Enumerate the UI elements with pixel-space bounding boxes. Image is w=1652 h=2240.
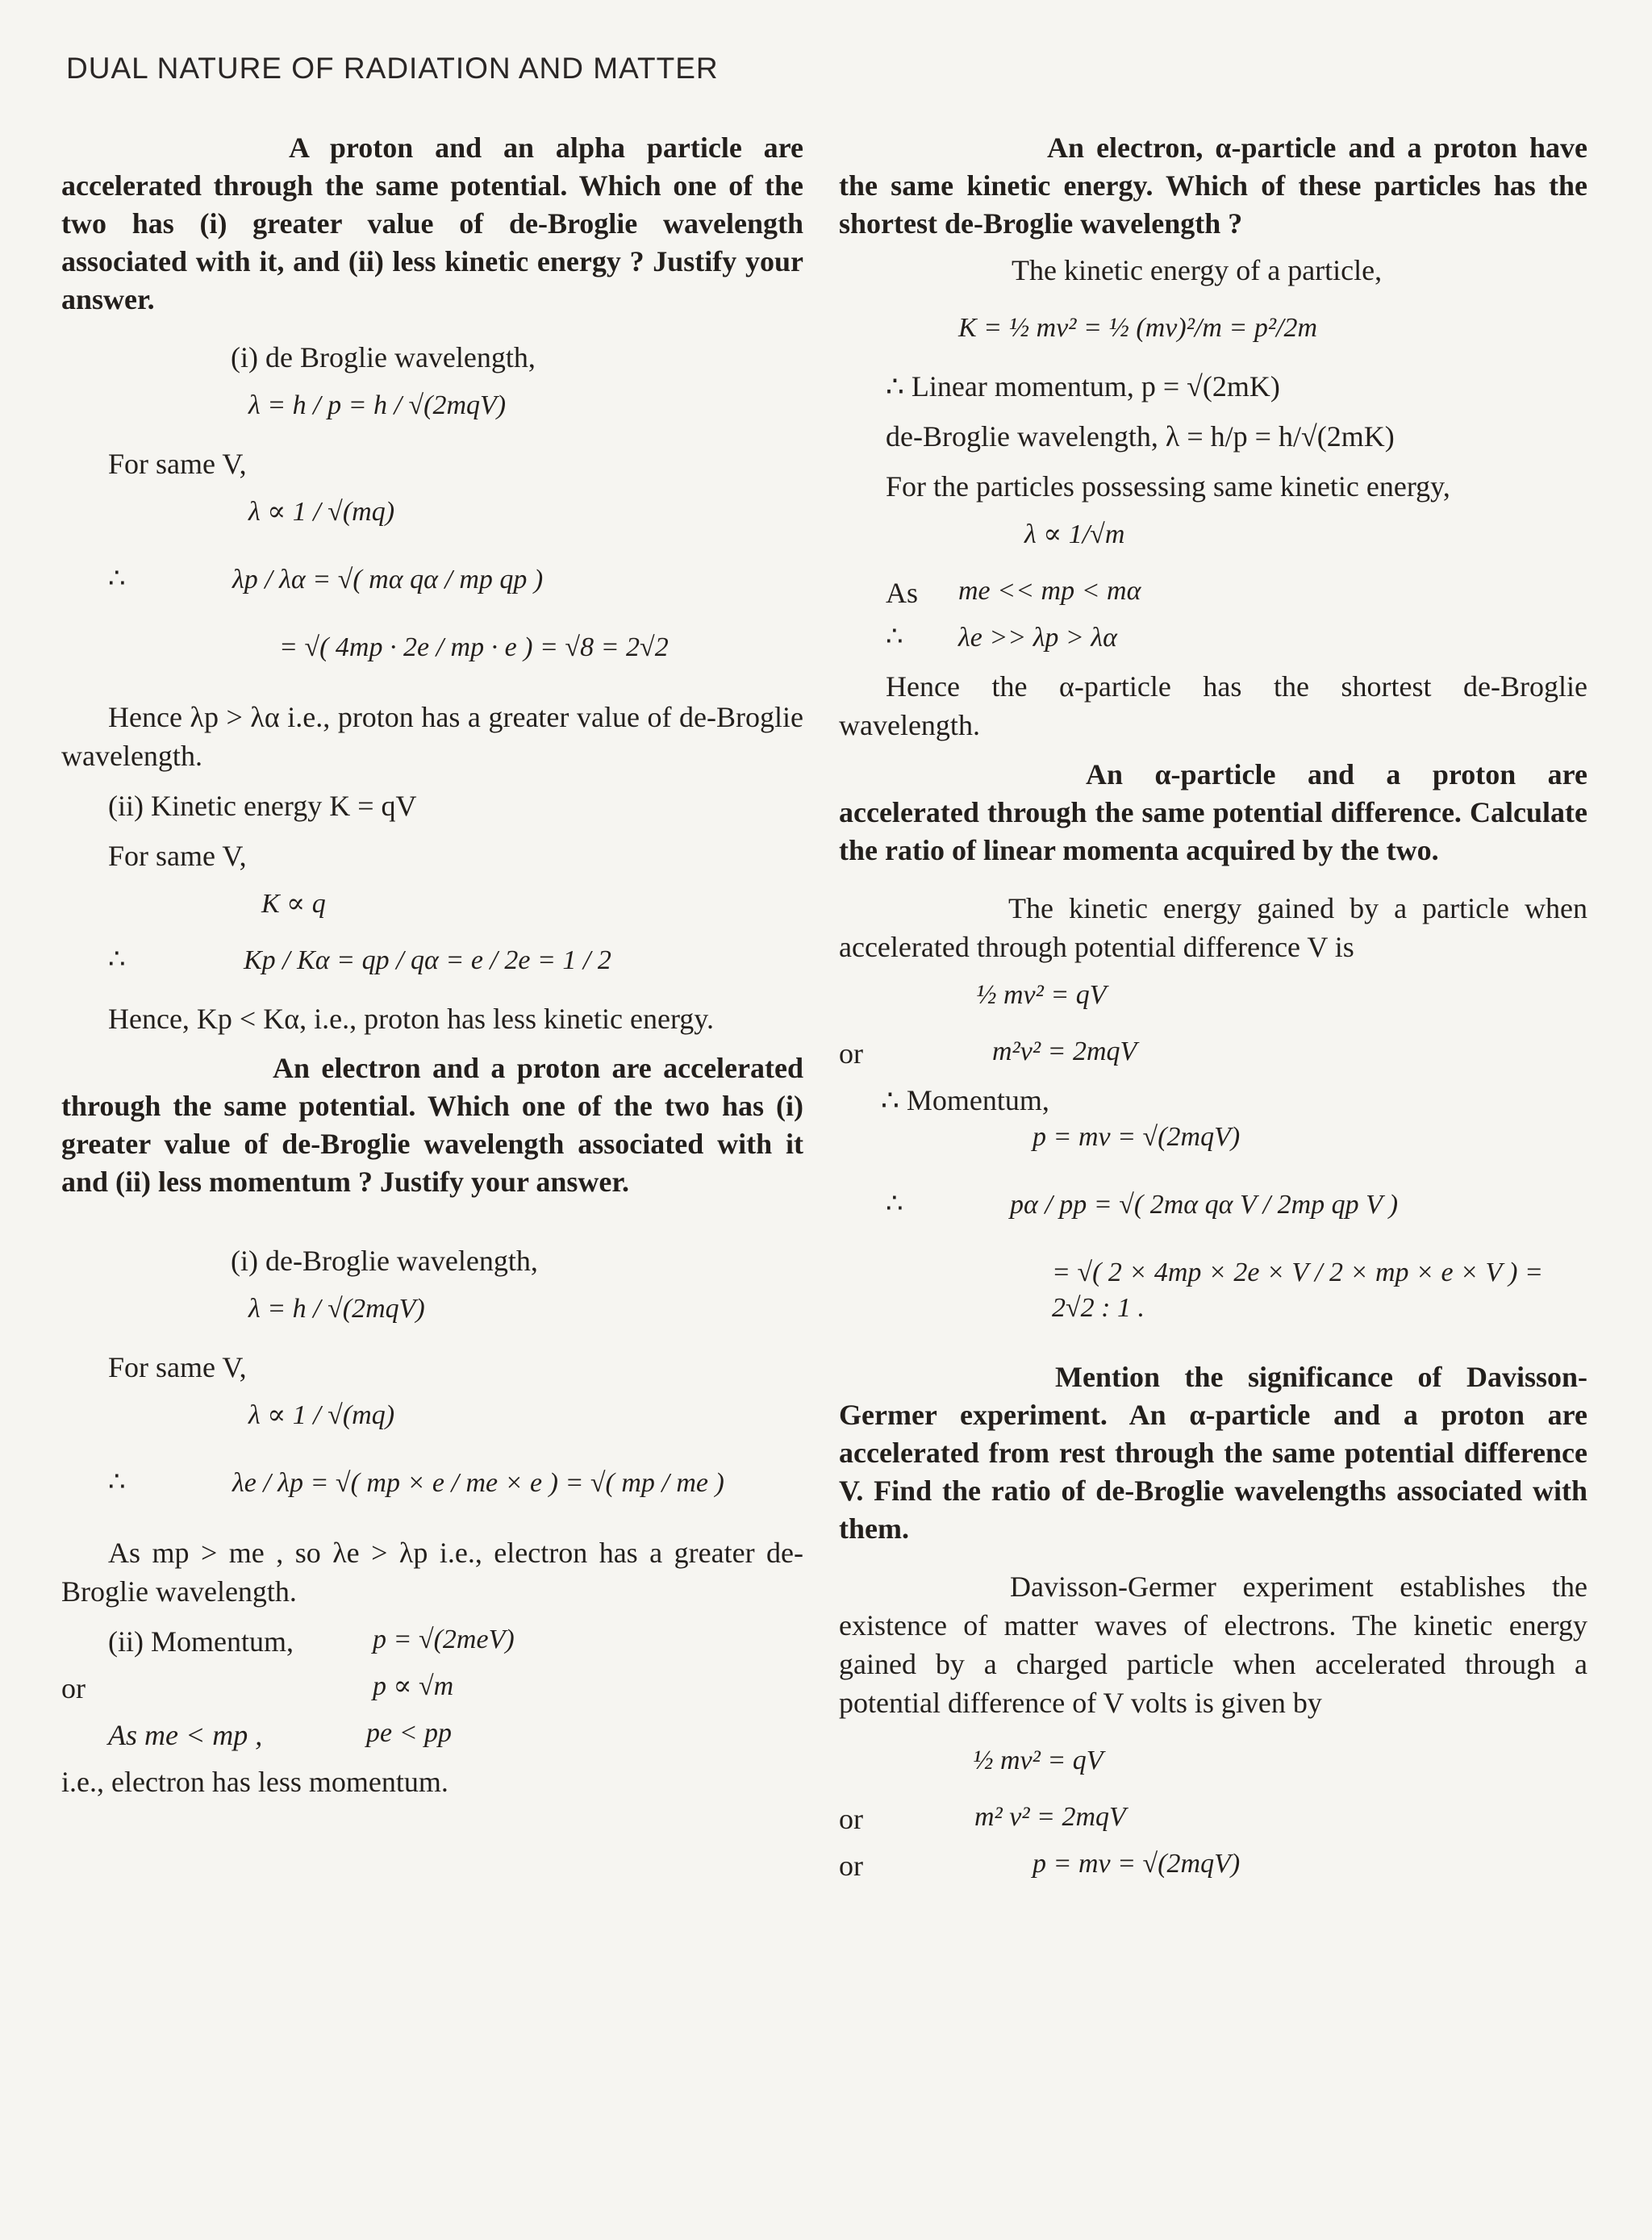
q3-conclusion: Hence the α-particle has the shortest de-Broglie wavelength. [839,670,1587,741]
therefore-symbol: ∴ [108,1467,126,1497]
q2-conclusion-momentum: i.e., electron has less momentum. [61,1766,448,1798]
as-label: As [886,577,919,609]
q4-or-row [839,1034,1587,1070]
q1-same-v: For same V, [108,448,247,480]
right-column [839,129,1587,1882]
therefore-symbol: ∴ [108,945,126,974]
left-column [61,129,803,1801]
q1-equation-ke-proportional: K ∝ q [261,889,326,919]
q3-equation-proportional: λ ∝ 1/√m [1024,519,1125,549]
q1-equation-ratio-value: = √( 4mp · 2e / mp · e ) = √8 = 2√2 [279,632,669,662]
q2-equation-momentum: p = √(2meV) [373,1625,515,1654]
q5-or-row-2 [839,1846,1587,1882]
q3-wavelength-order: λe >> λp > λα [958,623,1117,653]
q4-equation-ratio-value: = √( 2 × 4mp × 2e × V / 2 × mp × e × V ) = 2√2 : 1 . [1052,1258,1543,1323]
therefore-symbol: ∴ [886,1189,903,1219]
q2-same-v: For same V, [108,1351,247,1383]
question-2: An electron and a proton are accelerated through the same potential. Which one of the two has (i) greater value of de-Broglie wavelength associated with it and (ii) less momentum ? Justify your answer. [61,1052,803,1198]
q2-equation-wavelength: λ = h / √(2mqV) [248,1294,425,1324]
q2-equation-momentum-prop: p ∝ √m [373,1671,454,1701]
q1-same-v-2: For same V, [108,840,247,872]
page-header: DUAL NATURE OF RADIATION AND MATTER [66,52,719,85]
q1-equation-wavelength: λ = h / p = h / √(2mqV) [248,390,507,420]
q2-as-row [61,1716,803,1751]
q2-momentum-row [61,1622,803,1658]
therefore-symbol: ∴ [108,564,126,594]
q4-momentum: ∴ Momentum, [881,1084,1049,1116]
q2-conclusion-wavelength: As mp > me , so λe > λp i.e., electron has a greater de-Broglie wavelength. [61,1537,803,1608]
q3-de-broglie: de-Broglie wavelength, λ = h/p = h/√(2mK) [886,420,1395,453]
q3-ke-intro: The kinetic energy of a particle, [1012,254,1383,286]
q4-equation-ke: ½ mv² = qV [976,980,1107,1010]
q5-answer: Davisson-Germer experiment establishes the existence of matter waves of electrons. The kinetic energy gained by a charged particle when accelerated through a potential difference of V volts is given by [839,1571,1587,1719]
q1-conclusion-wavelength: Hence λp > λα i.e., proton has a greater value of de-Broglie wavelength. [61,701,803,772]
or-label: or [61,1672,86,1704]
q2-or-row [61,1669,803,1704]
q4-equation-ratio: pα / pp = √( 2mα qα V / 2mp qp V ) [1010,1190,1399,1220]
q4-ratio-row [839,1187,1587,1223]
q1-equation-ratio: λp / λα = √( mα qα / mp qp ) [232,565,544,594]
q4-ke-intro: The kinetic energy gained by a particle when accelerated through potential difference V is [839,892,1587,963]
q4-equation-momentum: p = mv = √(2mqV) [1032,1122,1241,1152]
question-1: A proton and an alpha particle are accelerated through the same potential. Which one of the two has (i) greater value of de-Broglie wavelength associated with it, and (ii) less kinetic energy ? Justify your answer. [61,131,803,315]
q2-ratio-row [61,1466,803,1501]
or-label: or [839,1850,863,1882]
q2-equation-momentum-compare: pe < pp [366,1718,453,1748]
q2-part-i: (i) de-Broglie wavelength, [231,1245,538,1277]
q5-or-row-1 [839,1800,1587,1835]
q2-as-mass: As me < mp , [108,1719,263,1751]
q3-mass-order: me << mp < mα [958,576,1141,606]
q2-equation-proportional: λ ∝ 1 / √(mq) [248,1400,395,1430]
q3-as-row [839,574,1587,609]
q1-conclusion-ke: Hence, Kp < Kα, i.e., proton has less kinetic energy. [108,1003,714,1035]
q2-equation-ratio: λe / λp = √( mp × e / me × e ) = √( mp / me ) [232,1468,724,1498]
q3-wavelength-row [839,620,1587,656]
question-5: Mention the significance of Davisson-Germer experiment. An α-particle and a proton are accelerated from rest through the same potential difference V. Find the ratio of de-Broglie wavelengths associated with them. [839,1361,1587,1545]
or-label: or [839,1803,863,1835]
q1-part-ii: (ii) Kinetic energy K = qV [108,790,417,822]
q5-equation-momentum: p = mv = √(2mqV) [1032,1849,1241,1879]
q1-equation-ke-ratio: Kp / Kα = qp / qα = e / 2e = 1 / 2 [244,945,611,975]
q5-equation-ke: ½ mv² = qV [973,1746,1103,1775]
question-3: An electron, α-particle and a proton have the same kinetic energy. Which of these particles has the shortest de-Broglie wavelength ? [839,131,1587,240]
question-4: An α-particle and a proton are accelerated through the same potential difference. Calculate the ratio of linear momenta acquired by the two. [839,758,1587,866]
q1-ke-ratio-row [61,943,803,978]
or-label: or [839,1037,863,1070]
q3-linear-momentum: ∴ Linear momentum, p = √(2mK) [886,370,1280,403]
q4-equation-momentum-sq: m²v² = 2mqV [992,1037,1137,1066]
q1-equation-proportional: λ ∝ 1 / √(mq) [248,497,395,527]
q1-ratio-row [61,562,803,598]
q2-part-ii: (ii) Momentum, [108,1625,294,1658]
q3-same-ke: For the particles possessing same kinetic energy, [886,470,1450,503]
q5-equation-momentum-sq: m² v² = 2mqV [974,1802,1126,1832]
therefore-symbol: ∴ [886,622,903,652]
q1-part-i: (i) de Broglie wavelength, [231,341,536,373]
q3-equation-ke: K = ½ mv² = ½ (mv)²/m = p²/2m [958,313,1318,343]
